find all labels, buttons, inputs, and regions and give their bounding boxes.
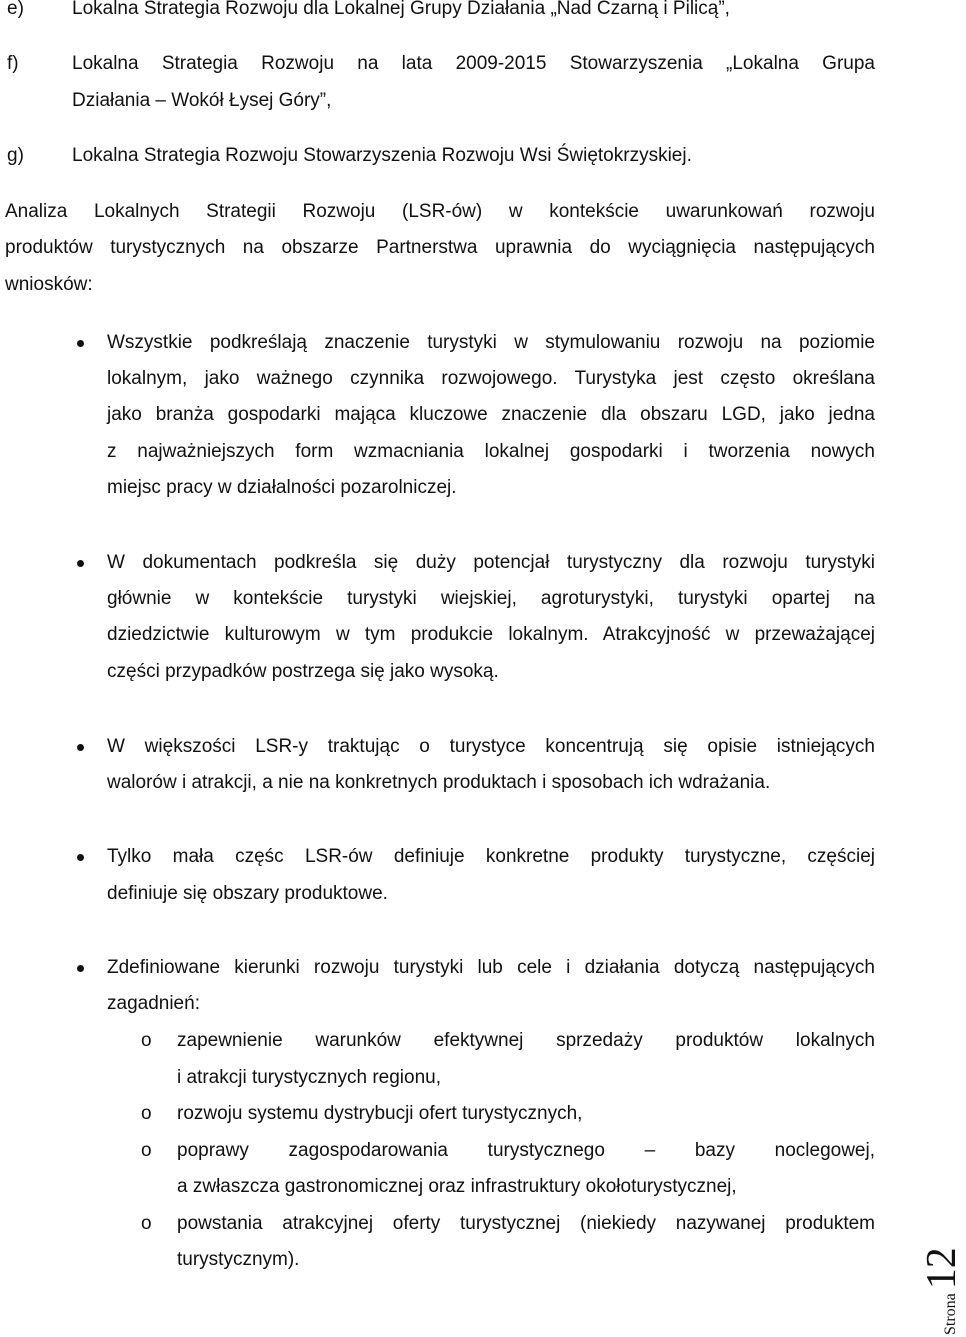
bullet-4-line-1: Tylko mała częśc LSR-ów definiuje konkretne produkty turystyczne, częściej — [107, 846, 875, 867]
bullet-3-line-1: W większości LSR-y traktując o turystyce koncentrują się opisie istniejących — [107, 736, 875, 757]
bullet-1-line-2: lokalnym, jako ważnego czynnika rozwojowego. Turystyka jest często określana — [107, 368, 875, 389]
bullet-dot — [77, 854, 84, 861]
list-marker-e: e) — [7, 0, 24, 19]
list-marker-g: g) — [7, 145, 24, 166]
list-item-f-line-2: Działania – Wokół Łysej Góry”, — [72, 90, 332, 111]
bullet-2-line-1: W dokumentach podkreśla się duży potencjał turystyczny dla rozwoju turystyki — [107, 552, 875, 573]
intro-line-2: produktów turystycznych na obszarze Partnerstwa uprawnia do wyciągnięcia następujących — [5, 237, 875, 258]
page-number-footer — [918, 1205, 965, 1335]
sub-list-marker: o — [141, 1213, 152, 1234]
list-item-g-line-1: Lokalna Strategia Rozwoju Stowarzyszenia Rozwoju Wsi Świętokrzyskiej. — [72, 145, 692, 166]
bullet-dot — [77, 744, 84, 751]
bullet-1-line-4: z najważniejszych form wzmacniania lokalnej gospodarki i tworzenia nowych — [107, 441, 875, 462]
sub-item-1-line-2: i atrakcji turystycznych regionu, — [177, 1067, 441, 1088]
sub-list-marker: o — [141, 1030, 152, 1051]
bullet-4-line-2: definiuje się obszary produktowe. — [107, 883, 388, 904]
intro-line-1: Analiza Lokalnych Strategii Rozwoju (LSR-ów) w kontekście uwarunkowań rozwoju — [5, 201, 875, 222]
list-marker-f: f) — [7, 53, 19, 74]
page-label: Strona — [942, 1293, 959, 1335]
sub-item-3-line-1: poprawy zagospodarowania turystycznego – bazy noclegowej, — [177, 1140, 875, 1161]
list-item-e-line-1: Lokalna Strategia Rozwoju dla Lokalnej Grupy Działania „Nad Czarną i Pilicą”, — [72, 0, 730, 19]
list-item-f-line-1: Lokalna Strategia Rozwoju na lata 2009-2015 Stowarzyszenia „Lokalna Grupa — [72, 53, 875, 74]
bullet-1-line-1: Wszystkie podkreślają znaczenie turystyki w stymulowaniu rozwoju na poziomie — [107, 332, 875, 353]
bullet-dot — [77, 965, 84, 972]
bullet-1-line-5: miejsc pracy w działalności pozarolniczej. — [107, 477, 457, 498]
bullet-5-line-2: zagadnień: — [107, 993, 200, 1014]
sub-item-2-line-1: rozwoju systemu dystrybucji ofert turystycznych, — [177, 1103, 583, 1124]
sub-item-4-line-2: turystycznym). — [177, 1249, 300, 1270]
bullet-2-line-2: głównie w kontekście turystyki wiejskiej, agroturystyki, turystyki opartej na — [107, 588, 875, 609]
bullet-1-line-3: jako branża gospodarki mająca kluczowe znaczenie dla obszaru LGD, jako jedna — [107, 404, 875, 425]
bullet-2-line-4: części przypadków postrzega się jako wysoką. — [107, 661, 499, 682]
bullet-dot — [77, 560, 84, 567]
sub-item-1-line-1: zapewnienie warunków efektywnej sprzedaży produktów lokalnych — [177, 1030, 875, 1051]
bullet-5-line-1: Zdefiniowane kierunki rozwoju turystyki lub cele i działania dotyczą następujących — [107, 957, 875, 978]
sub-item-3-line-2: a zwłaszcza gastronomicznej oraz infrastruktury okołoturystycznej, — [177, 1176, 737, 1197]
bullet-2-line-3: dziedzictwie kulturowym w tym produkcie lokalnym. Atrakcyjność w przeważającej — [107, 624, 875, 645]
bullet-3-line-2: walorów i atrakcji, a nie na konkretnych produktach i sposobach ich wdrażania. — [107, 772, 771, 793]
bullet-dot — [77, 340, 84, 347]
sub-list-marker: o — [141, 1140, 152, 1161]
intro-line-3: wniosków: — [5, 274, 93, 295]
page-number: 12 — [919, 1247, 965, 1290]
sub-list-marker: o — [141, 1103, 152, 1124]
sub-item-4-line-1: powstania atrakcyjnej oferty turystycznej (niekiedy nazywanej produktem — [177, 1213, 875, 1234]
